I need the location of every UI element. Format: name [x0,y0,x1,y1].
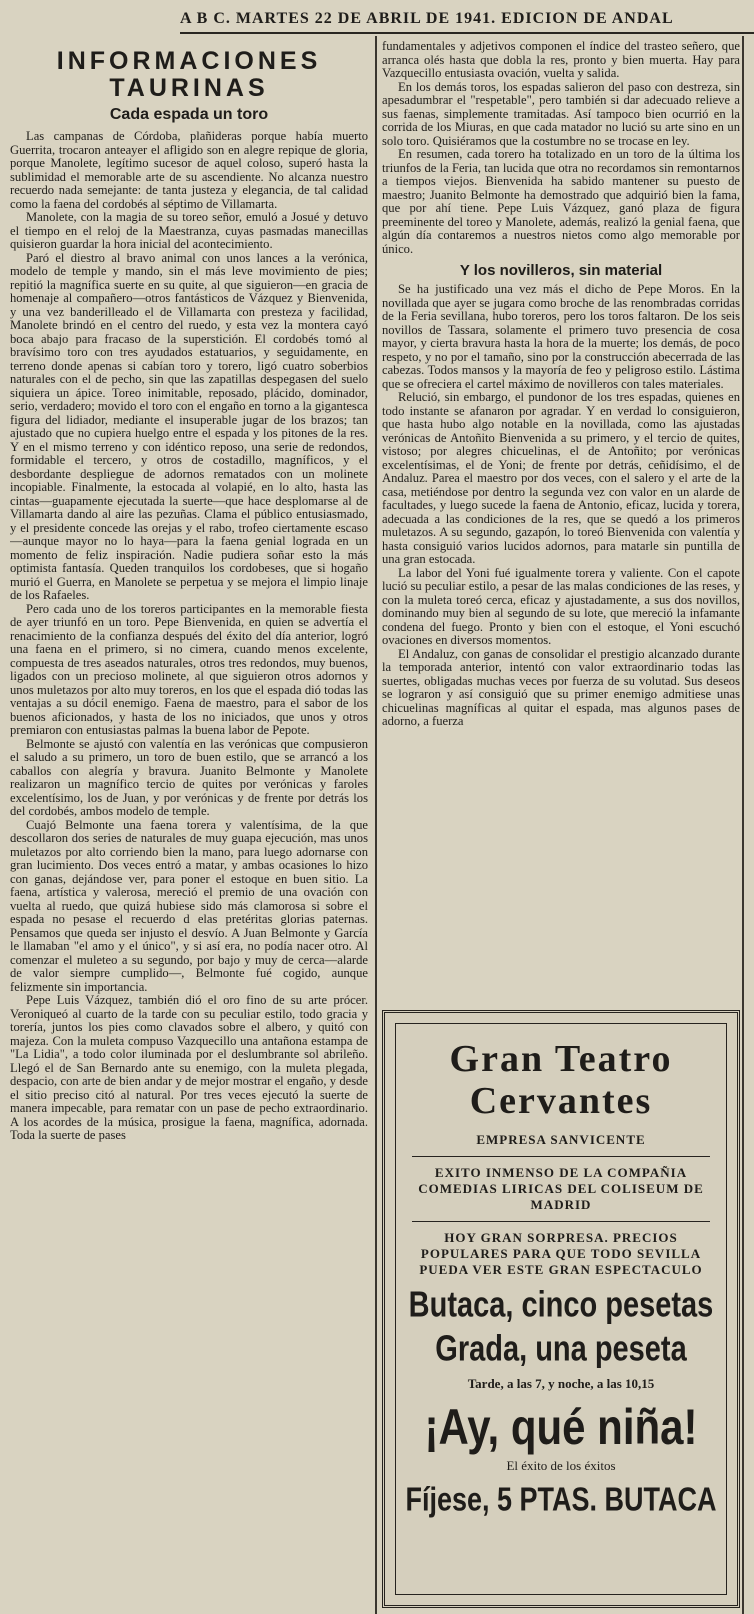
section-title-line-2: TAURINAS [109,74,269,102]
ad-title [396,1038,726,1122]
ad-divider [412,1156,710,1157]
paragraph: Cuajó Belmonte una faena torera y valentísima, de la que descollaron dos series de naturales de muy guapa ejecución, mas unos muletazos por alto corriendo bien la mano, para luego adornarse con gran lucimiento. Dos veces entró a matar, y ambas ocasiones lo hizo con ganas, dejándose ver, para poner el estoque en buen sitio. La faena, artística y valerosa, mereció el premio de una ovación con vuelta al ruedo, que quizá hubiese sido más clamorosa si sobre el espada no pesase el recuerdo d elas pretéritas glorias paternas. Pensamos que queda ser injusto el desvío. A Juan Belmonte y García le llamaban "el amo y el único", y si así era, no podía nacer otro. Al comenzar el muleteo a su segundo, por bajo y muy de cerca—alarde de valor siempre cumplido—, Belmonte fué cogido, aunque felizmente sin importancia. [10,817,368,994]
ad-grada-price: Grada, una peseta [435,1329,687,1369]
novilleros-subheading: Y los novilleros, sin material [459,262,663,279]
paragraph: Paró el diestro al bravo animal con unos lances a la verónica, modelo de temple y mando, sin el más leve movimiento de pies; repitió la magnífica suerte en su quite, al que siguieron—en gracia de homenaje al compañero—otros fantásticos de Vázquez y Bienvenida, y una vez banderilleado el de Villamarta con presteza y facilidad, Manolete brindó en el centro del ruedo, y esta vez la montera cayó boca abajo para fracaso de la superstición. El cordobés tomó al bravísimo toro con tres ayudados estatuarios, y seguidamente, en terreno donde apenas si cabían toro y torero, ligó cuatro soberbios naturales con el de pecho, sin que las zapatillas despegasen del suelo siquiera un ápice. Toreo inimitable, reposado, plácido, dominador, serio, verdadero; movido el toro con el engaño en torno a la gigantesca figura del lidiador, mediante el insuperable jugar de los brazos; tan ajustado que no cupiera huelgo entre el espada y los pitones de la res. Y en el mismo terreno y con idéntico reposo, una serie de redondos, formidable el tercero, y otros de costadillo, magníficos, y el desbordante despliegue de adornos rematados con un molinete incopiable. Finalmente, la estocada al volapié, en lo alto, hasta las cintas—guapamente ejecutada la suerte—que hace desplomarse al de Villamarta dando al aire las pezuñas. Clama el público entusiasmado, y el presidente concede las orejas y el rabo, trofeo ciertamente escaso—aunque mayor no lo haya—para la faena genial lograda en un momento de feliz inspiración. Nadie pudiera soñar esto la más optimista fantasía. Queden tranquilos los cordobeses, que si hogaño murió el Guerra, en Manolete se perpetua y se mejora el limpio linaje de los Rafaeles. [10,250,368,602]
ad-show-title: ¡Ay, qué niña! [424,1398,698,1455]
paragraph: La labor del Yoni fué igualmente torera y valiente. Con el capote lució su peculiar estilo, a pesar de las malas condiciones de las reses, y con la muleta toreó cerca, eficaz y ajustadamente, a sus dos novillos, dominando muy bien al segundo de su lote, que mereció la infamante condena del fuego. Pronto y bien con el estoque, el Yoni escuchó ovaciones en diversos momentos. [382,565,740,647]
paragraph: fundamentales y adjetivos componen el índice del trasteo señero, que arranca olés hasta que dobla la res, pronto y bien muerta. Hay para Vazquecillo entusiasta ovación, vuelta y salida. [382,40,740,80]
ad-title-line-2: Cervantes [469,1080,653,1122]
column-divider [375,36,377,1614]
column-divider-right [742,36,744,1614]
ad-exito: EXITO INMENSO DE LA COMPAÑIA COMEDIAS LIRICAS DEL COLISEUM DE MADRID [418,1165,704,1212]
right-column [382,40,740,1002]
ad-sorpresa: HOY GRAN SORPRESA. PRECIOS POPULARES PARA QUE TODO SEVILLA PUEDA VER ESTE GRAN ESPECTACULO [419,1230,703,1277]
paragraph: Pero cada uno de los toreros participantes en la memorable fiesta de ayer triunfó en un toro. Pepe Bienvenida, en quien se advertía el renacimiento de la confianza después del éxito del día anterior, logró una faena en el primero, si no cimera, cuando menos excelente, compuesta de tres aseados naturales, otros tres redondos, muy buenos, ligados con un precioso molinete, al que siguieron otros adornos y unos muletazos por alto muy toreros, en los que el espada dió todas las ventajas a su dócil enemigo. Faena de maestro, para el sabor de los buenos aficionados, y hasta de los no iniciados, que unos y otros premiaron con entusiastas palmas la buena labor de Pepote. [10,601,368,737]
paragraph: Belmonte se ajustó con valentía en las verónicas que compusieron el saludo a su primero, un toro de buen estilo, que se arrancó a los caballos con alegría y bravura. Juanito Belmonte y Manolete realizaron un magnífico tercio de quites por verónicas y faroles excelentísimo, los de Juan, y por verónicas y de frente por detrás los del cordobés, ambos modelo de temple. [10,736,368,818]
ad-tagline: El éxito de los éxitos [506,1458,616,1473]
paragraph: Pepe Luis Vázquez, también dió el oro fino de su arte prócer. Veroniqueó al cuarto de la tarde con su peculiar estilo, todo gracia y torería, juntos los pies como clavados sobre el albero, y quitó con majeza. Con la muleta compuso Vazquecillo una antañona estampa de "La Lidia", a todo color iluminada por el deslumbrante sol abrileño. Llegó el de San Bernardo ante su enemigo, con la muleta plegada, despacio, con arte de bien andar y de mejor mostrar el engaño, y desde el sitio preciso citó al natural. Por tres veces ejecutó la suerte de manera impecable, para rematar con un pase de pecho extraordinario. A los acordes de la música, prosigue la faena, magnífica, adornada. Toda la suerte de pases [10,993,368,1142]
ad-butaca-price: Butaca, cinco pesetas [408,1285,714,1325]
left-column [10,40,368,1610]
ad-inner-frame [395,1023,727,1595]
ad-company: EMPRESA SANVICENTE [476,1132,646,1147]
paragraph: En resumen, cada torero ha totalizado en un toro de la última los triunfos de la Feria, tan lucida que otra no recordamos sin remontarnos a tiempos viejos. Bienvenida ha sabido mantener su puesto de maestro; Juanito Belmonte ha demostrado que adquirió bien la fama, que por ahí tiene. Pepe Luis Vázquez, ganó plaza de figura preeminente del toreo y Manolete, además, realizó la genial faena, que algún día contaremos a nuestros nietos como algo memorable por único. [382,147,740,256]
section-title-line-1: INFORMACIONES [56,47,322,75]
paragraph: Se ha justificado una vez más el dicho de Pepe Moros. En la novillada que ayer se jugara como broche de las renombradas corridas de la Feria sevillana, hubo toreros, pero los toros faltaron. De los seis novillos de Tassara, solamente el primero tuvo presencia de cosa mayor, y cierta bravura hasta la hora de la muerte; los demás, de poco respeto, y no por el tamaño, sino por la construcción abecerrada de las cabezas. Todos mansos y la mayoría de feo y peligroso estilo. Lástima que se ofreciera el cartel máximo de novilleros con tales materiales. [382,282,740,391]
ad-divider [412,1221,710,1222]
section-title [10,48,368,102]
ad-final-price: Fíjese, 5 PTAS. BUTACA [405,1480,717,1518]
ad-title-line-1: Gran Teatro [449,1038,673,1080]
page-header: A B C. MARTES 22 DE ABRIL DE 1941. EDICION DE ANDAL [180,10,754,34]
ad-schedule: Tarde, a las 7, y noche, a las 10,15 [467,1376,655,1391]
paragraph: En los demás toros, los espadas salieron del paso con destreza, sin apesadumbrar el "respetable", pero también si dar adecuado relieve a sus faenas, simplemente tramitadas. Así tampoco bien ocurrió en la corrida de los Miuras, en que cada matador no lució su arte sino en un solo toro. Quisiéramos que la costumbre no se trocase en ley. [382,79,740,148]
paragraph: Las campanas de Córdoba, plañideras porque había muerto Guerrita, trocaron anteayer el afligido son en alegre repique de gloria, porque Manolete, legítimo sucesor de aquel coloso, superó hasta la sublimidad el memorable arte de su ascendiente. No alcanza nuestro recuerdo nada semejante: de tanta justeza y elegancia, de tal calidad como la faena del cordobés al séptimo de Villamarta. [10,129,368,211]
theatre-advertisement [382,1010,740,1608]
paragraph: El Andaluz, con ganas de consolidar el prestigio alcanzado durante la temporada anterior, intentó con valor extraordinario todas las suertes, obligadas muchas veces por fuerza de su volutad. Sus deseos se lograron y así consiguió que su primer enemigo admitiese unas chicuelinas magníficas al quitar el espada, mas algunos pases de adorno, a fuerza [382,646,740,728]
article-subtitle: Cada espada un toro [109,106,269,123]
paragraph: Manolete, con la magia de su toreo señor, emuló a Josué y detuvo el tiempo en el reloj de la Maestranza, cuyas pasmadas manecillas quisieron guardar la hora inicial del acontecimiento. [10,210,368,251]
paragraph: Relució, sin embargo, el pundonor de los tres espadas, quienes en todo instante se afanaron por agradar. Y en verdad lo consiguieron, que hasta hubo algo notable en la novillada, como las ajustadas verónicas de Antoñito Bienvenida a su primero, y el tercio de quites, vistoso; por alegres chicuelinas, el de Antoñito; por verónicas excelentísimas, el de Yoni; de frente por detrás, ceñidísimo, el de Andaluz. Parea el maestro por dos veces, con el salero y el arte de la casa, metiéndose por dentro la segunda vez con valor en un alarde de facultades, y luego sucede la faena de Antonio, eficaz, lucida y torera, adecuada a las condiciones de la res, que se quedó a los primeros muletazos. A su segundo, gazapón, lo toreó Bienvenida con valentía y hasta consiguió varios lucidos adornos, para matarle sin puntilla de una gran estocada. [382,390,740,566]
